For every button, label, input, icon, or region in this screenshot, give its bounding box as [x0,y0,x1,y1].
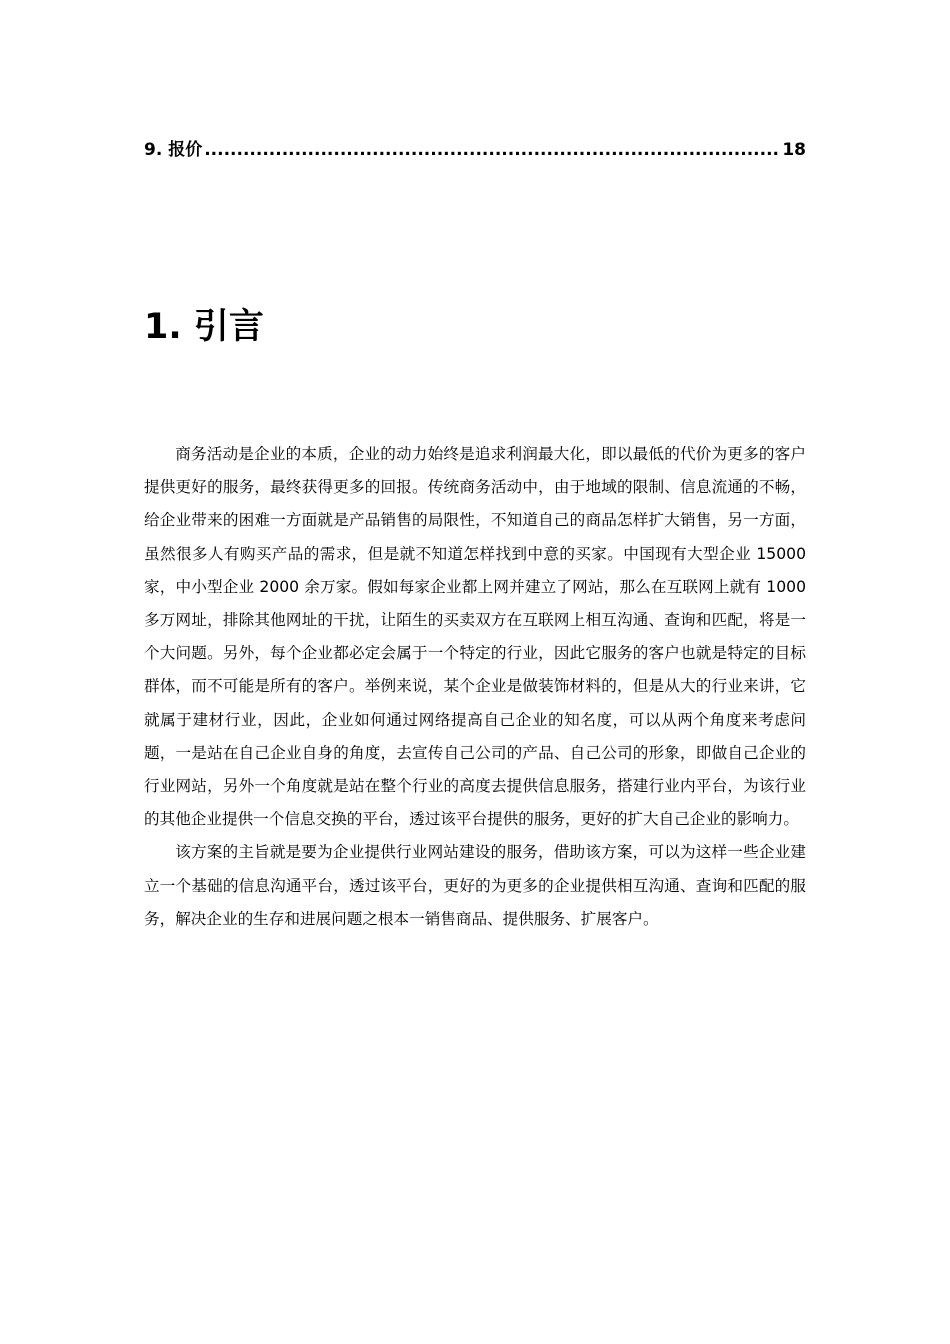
toc-entry-label: 9. 报价 [144,140,203,160]
section-heading: 1. 引言 [144,307,264,347]
toc-entry[interactable] [144,136,806,164]
body-paragraph: 商务活动是企业的本质，企业的动力始终是追求利润最大化，即以最低的代价为更多的客户提供更好的服务，最终获得更多的回报。传统商务活动中，由于地域的限制、信息流通的不畅，给企业带来的困难一方面就是产品销售的局限性，不知道自己的商品怎样扩大销售，另一方面，虽然很多人有购买产品的需求，但是就不知道怎样找到中意的买家。中国现有大型企业 15000 家，中小型企业 2000 余万家。假如每家企业都上网并建立了网站，那么在互联网上就有 1000 多万网址，排除其他网址的干扰，让陌生的买卖双方在互联网上相互沟通、查询和匹配，将是一个大问题。另外，每个企业都必定会属于一个特定的行业，因此它服务的客户也就是特定的目标群体，而不可能是所有的客户。举例来说，某个企业是做装饰材料的，但是从大的行业来讲，它就属于建材行业，因此，企业如何通过网络提高自己企业的知名度，可以从两个角度来考虑问题，一是站在自己企业自身的角度，去宣传自己公司的产品、自己公司的形象，即做自己企业的行业网站，另外一个角度就是站在整个行业的高度去提供信息服务，搭建行业内平台，为该行业的其他企业提供一个信息交换的平台，透过该平台提供的服务，更好的扩大自己企业的影响力。 [144,445,806,829]
body-paragraph: 该方案的主旨就是要为企业提供行业网站建设的服务，借助该方案，可以为这样一些企业建立一个基础的信息沟通平台，透过该平台，更好的为更多的企业提供相互沟通、查询和匹配的服务，解决企业的生存和进展问题之根本一销售商品、提供服务、扩展客户。 [144,843,806,928]
toc-entry-page-number: 18 [782,140,806,160]
section-body [144,438,806,936]
toc-dot-leader [204,136,780,164]
